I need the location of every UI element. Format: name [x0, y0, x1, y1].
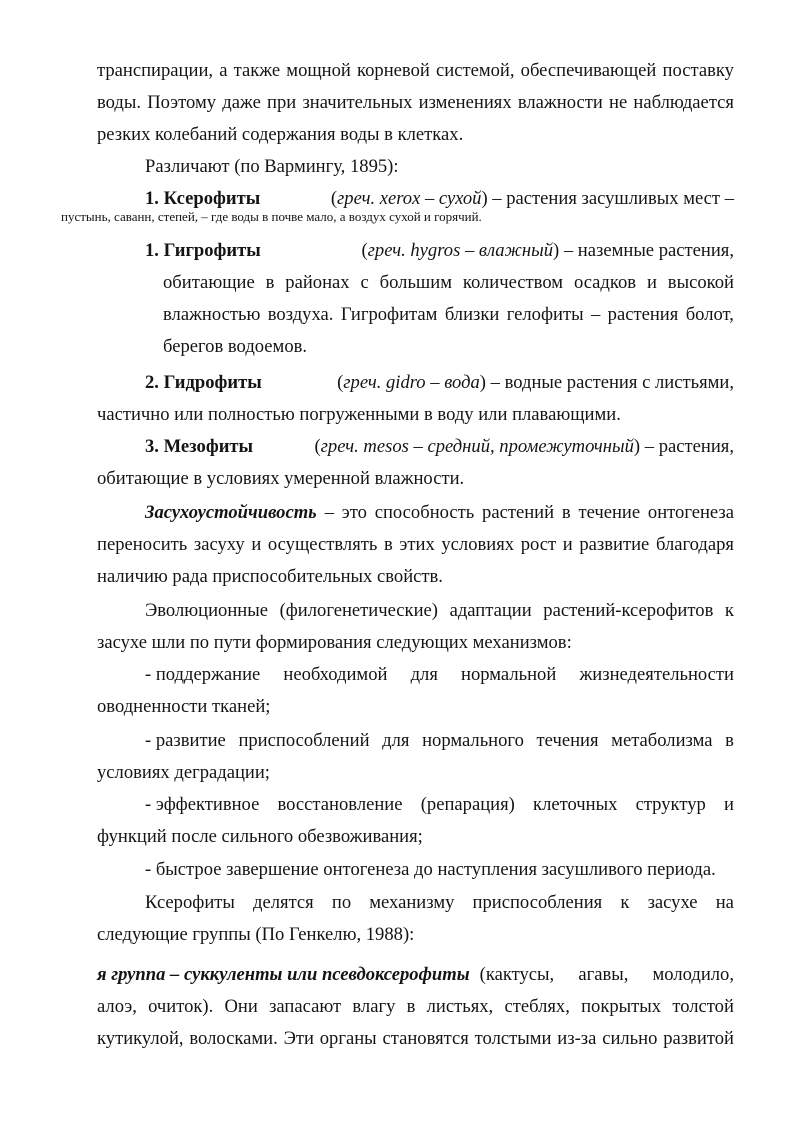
word: большим [379, 272, 452, 293]
word: приспособления [472, 892, 603, 913]
item-number: 3. [145, 436, 159, 457]
word: и [251, 534, 262, 555]
word: засуху [193, 534, 245, 555]
paragraph-line [97, 533, 734, 557]
word: – [590, 304, 601, 325]
word: с [360, 272, 369, 293]
paragraph-line: Различают (по Вармингу, 1895): [145, 156, 399, 177]
word: в [383, 534, 393, 555]
word: нормального [422, 730, 524, 751]
word: покрытых [581, 996, 662, 1017]
word: осадков [573, 272, 637, 293]
word: Эти [283, 1028, 314, 1049]
paragraph-line: частично или полностью погруженными в воду или плавающими. [97, 404, 621, 425]
paragraph-line [145, 599, 734, 623]
word: волосками. [189, 1028, 278, 1049]
paragraph-line [163, 303, 734, 327]
word: обитающие [163, 272, 255, 293]
word: а [219, 60, 228, 81]
paragraph-line [97, 995, 734, 1019]
word: при [267, 92, 297, 113]
word: делятся [253, 892, 314, 913]
item-term: Гигрофиты [163, 240, 261, 261]
item-term: Гидрофиты [163, 372, 262, 393]
paragraph-line: следующие группы (По Генкелю, 1988): [97, 924, 415, 945]
word: благодаря [655, 534, 734, 555]
item-rest: ) – наземные растения, [553, 240, 734, 261]
word: растения [607, 304, 679, 325]
word: для [410, 664, 438, 685]
word: течение [578, 502, 641, 523]
word: адаптации [449, 600, 532, 621]
group-heading-line [97, 963, 734, 987]
word: (репарация) [420, 794, 515, 815]
word: органы [319, 1028, 377, 1049]
word: восстановление [277, 794, 403, 815]
paragraph-line: наличию рада приспособительных свойств. [97, 566, 443, 587]
paragraph-line: функций после сильного обезвоживания; [97, 826, 423, 847]
paragraph-line: засухе шли по пути формирования следующих механизмов: [97, 632, 572, 653]
word: воды. [97, 92, 142, 113]
word: по [331, 892, 352, 913]
paragraph-line: обитающие в условиях умеренной влажности. [97, 468, 465, 489]
word: Эволюционные [145, 600, 268, 621]
word: развитой [663, 1028, 734, 1049]
paragraph-line: оводненности тканей; [97, 696, 271, 717]
dash-list-item [145, 793, 734, 817]
dash-list-item: - быстрое завершение онтогенеза до наступления засушливого периода. [145, 859, 716, 880]
item-rest: ) – растения, [633, 436, 734, 457]
word: Поэтому [147, 92, 217, 113]
word: сильно [602, 1028, 658, 1049]
paragraph-line: берегов водоемов. [163, 336, 308, 357]
item-rest: ) – водные растения с листьями, [479, 372, 734, 393]
word: становятся [382, 1028, 469, 1049]
word: Ксерофиты [145, 892, 235, 913]
word: (кактусы, [479, 964, 555, 985]
word: обеспечивающей [520, 60, 657, 81]
word: воздуха. [267, 304, 334, 325]
word: алоэ, [97, 996, 137, 1017]
word: (филогенетические) [279, 600, 438, 621]
word: и [723, 794, 734, 815]
word: жизнедеятельности [579, 664, 734, 685]
paragraph-line [97, 91, 734, 115]
item-term: Мезофиты [163, 436, 254, 457]
item-term: Ксерофиты [163, 188, 261, 209]
word: районах [285, 272, 350, 293]
word: изменениях [418, 92, 512, 113]
item-number: 1. [145, 188, 159, 209]
paragraph-line [145, 891, 734, 915]
word: из-за [557, 1028, 597, 1049]
word: системой, [436, 60, 515, 81]
dash-list-item [145, 663, 734, 687]
word: поставку [662, 60, 734, 81]
word: механизму [369, 892, 455, 913]
word: транспирации, [97, 60, 214, 81]
word: толстой [672, 996, 734, 1017]
word: количеством [462, 272, 564, 293]
item-number: 1. [145, 240, 159, 261]
word: условиях [441, 534, 515, 555]
word: развитие [579, 534, 650, 555]
word: стеблях, [504, 996, 570, 1017]
list-item-xerophytes: 1. Ксерофиты ( греч. xerox – сухой ) – растения засушливых мест – [145, 188, 734, 209]
paragraph-line: резких колебаний содержания воды в клетках. [97, 124, 464, 145]
word: - эффективное [145, 794, 260, 815]
definition-line [145, 501, 734, 525]
word: близки [444, 304, 500, 325]
word: переносить [97, 534, 188, 555]
word: и [562, 534, 573, 555]
word: - поддержание [145, 664, 261, 685]
item-etymology: греч. xerox – сухой [337, 188, 482, 209]
word: болот, [685, 304, 734, 325]
word: в [561, 502, 571, 523]
word: мощной [286, 60, 351, 81]
word: не [609, 92, 628, 113]
item-etymology: греч. gidro – вода [343, 372, 480, 393]
word: толстыми [474, 1028, 552, 1049]
definition-term: Засухоустойчивость [145, 502, 317, 523]
word: растений-ксерофитов [543, 600, 714, 621]
list-item-hygrophytes: 1. Гигрофиты ( греч. hygros – влажный ) – наземные растения, [145, 240, 734, 261]
word: в [265, 272, 275, 293]
paragraph-line [97, 59, 734, 83]
word: к [724, 600, 734, 621]
word: даже [222, 92, 261, 113]
list-item-mesophytes: 3. Мезофиты ( греч. mesos – средний, промежуточный ) – растения, [145, 436, 734, 457]
item-etymology: греч. mesos – средний, промежуточный [320, 436, 634, 457]
word: приспособлений [238, 730, 370, 751]
word: структур [635, 794, 706, 815]
word: это [341, 502, 367, 523]
word: и [646, 272, 657, 293]
word: этих [399, 534, 435, 555]
word: Гигрофитам [340, 304, 438, 325]
word: молодило, [652, 964, 734, 985]
item-number: 2. [145, 372, 159, 393]
word: корневой [357, 60, 430, 81]
word: очиток). [148, 996, 214, 1017]
paragraph-line-small: пустынь, саванн, степей, – где воды в почве мало, а воздух сухой и горячий. [61, 209, 482, 224]
paragraph-line: условиях деградации; [97, 762, 270, 783]
word: способность [374, 502, 475, 523]
word: влажностью [163, 304, 261, 325]
word: клеточных [533, 794, 618, 815]
word: листьях, [426, 996, 494, 1017]
word: - развитие [145, 730, 226, 751]
word: агавы, [578, 964, 629, 985]
dash-list-item [145, 729, 734, 753]
word: течения [536, 730, 599, 751]
word: к [620, 892, 630, 913]
word: наблюдается [633, 92, 734, 113]
word: для [382, 730, 410, 751]
paragraph-line [163, 271, 734, 295]
word: в [406, 996, 416, 1017]
word: засухе [647, 892, 698, 913]
word: влагу [352, 996, 396, 1017]
word: рост [520, 534, 557, 555]
word: – [324, 502, 334, 523]
word: осуществлять [267, 534, 378, 555]
paragraph-line [97, 1027, 734, 1051]
word: значительных [302, 92, 413, 113]
word: растений [482, 502, 555, 523]
list-item-hydrophytes: 2. Гидрофиты ( греч. gidro – вода ) – водные растения с листьями, [145, 372, 734, 393]
item-etymology: греч. hygros – влажный [367, 240, 554, 261]
word: высокой [667, 272, 734, 293]
word: в [725, 730, 734, 751]
word: гелофиты [506, 304, 584, 325]
word: онтогенеза [647, 502, 734, 523]
word: также [233, 60, 281, 81]
word: нормальной [461, 664, 557, 685]
word: запасают [269, 996, 342, 1017]
item-rest: ) – растения засушливых мест – [481, 188, 734, 209]
word: Они [224, 996, 258, 1017]
word: необходимой [283, 664, 388, 685]
word: метаболизма [611, 730, 713, 751]
word: кутикулой, [97, 1028, 184, 1049]
word: влажности [517, 92, 603, 113]
word: на [715, 892, 734, 913]
group-term: я группа – суккуленты или псевдоксерофиты [97, 964, 470, 985]
